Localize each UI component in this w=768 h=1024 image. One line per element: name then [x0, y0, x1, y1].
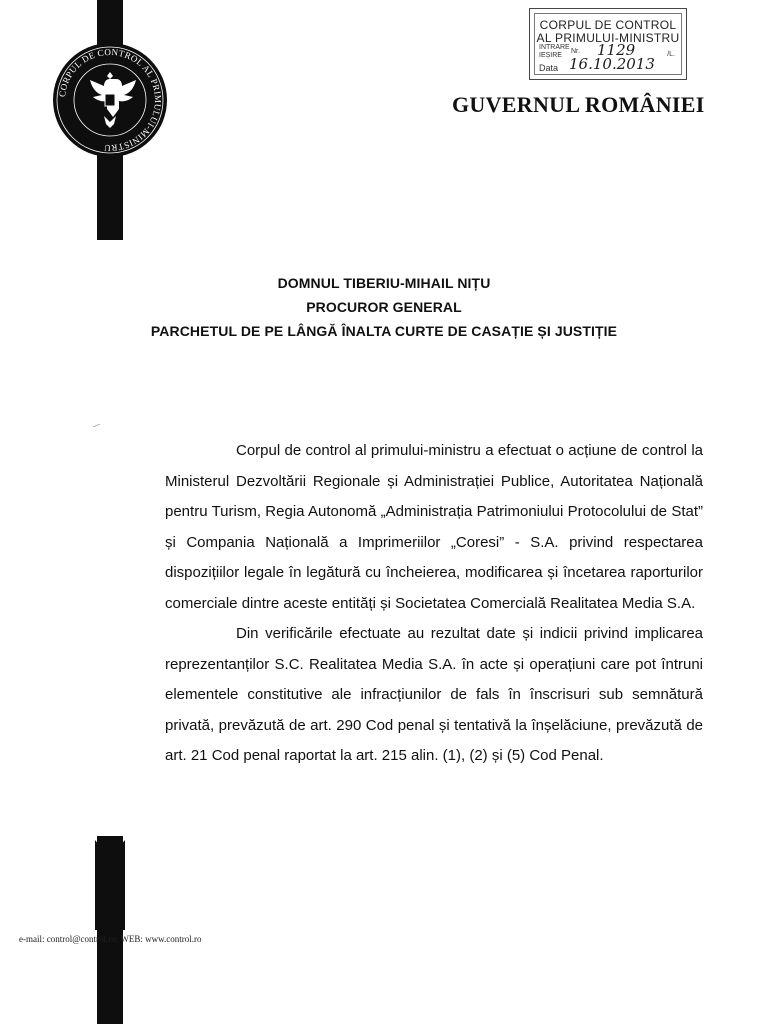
stamp-date-value: 16.10.2013: [569, 55, 655, 73]
stamp-nr-label: Nr.: [571, 48, 580, 55]
letter-body: [165, 436, 703, 772]
scan-speck: [93, 424, 100, 427]
svg-text:CORPUL DE CONTROL AL PRIMULUI-: CORPUL DE CONTROL AL PRIMULUI-MINISTRU: [57, 46, 164, 154]
registration-stamp: [529, 8, 687, 80]
footer-contact: e-mail: control@control.ro; WEB: www.control.ro: [19, 934, 202, 944]
recipient-block: [0, 271, 768, 343]
body-paragraph-1: Corpul de control al primului-ministru a efectuat o acțiune de control la Ministerul Dezvoltării Regionale și Administrației Publice, Autoritatea Națională pentru Turism, Regia Autonomă „Administrația Patrimoniului Protocolului de Stat” și Compania Națională a Imprimeriilor „Coresi” - S.A. privind respectarea dispozițiilor legale în legătură cu încheierea, modificarea și încetarea raporturilor comerciale dintre aceste entități și Societatea Comercială Realitatea Media S.A.: [165, 442, 703, 612]
recipient-position: PROCUROR GENERAL: [306, 299, 462, 315]
stamp-line2: AL PRIMULUI-MINISTRU: [536, 31, 680, 45]
stamp-data-label: Data: [539, 63, 559, 73]
stamp-line1: CORPUL DE CONTROL: [539, 18, 677, 32]
stamp-nr-value: 1129: [597, 41, 636, 59]
stamp-il-label: /L.: [667, 51, 675, 58]
stamp-iesire-label: IEȘIRE: [539, 52, 562, 59]
government-title: GUVERNUL ROMÂNIEI: [452, 92, 705, 117]
recipient-institution: PARCHETUL DE PE LÂNGĂ ÎNALTA CURTE DE CASAȚIE ȘI JUSTIȚIE: [150, 323, 618, 339]
body-paragraph-2: Din verificările efectuate au rezultat date și indicii privind implicarea reprezentanților S.C. Realitatea Media S.A. în acte și operațiuni care pot întruni elementele constitutive ale infracțiunilor de fals în înscrisuri sub semnătură privată, prevăzută de art. 290 Cod penal și tentativă la înșelăciune, prevăzută de art. 21 Cod penal raportat la art. 215 alin. (1), (2) și (5) Cod Penal.: [165, 625, 703, 764]
ribbon-bottom: [97, 836, 123, 1024]
stamp-intrare-label: INTRARE: [539, 44, 570, 51]
recipient-name: DOMNUL TIBERIU-MIHAIL NIȚU: [277, 275, 491, 291]
seal-emblem: [52, 42, 168, 158]
